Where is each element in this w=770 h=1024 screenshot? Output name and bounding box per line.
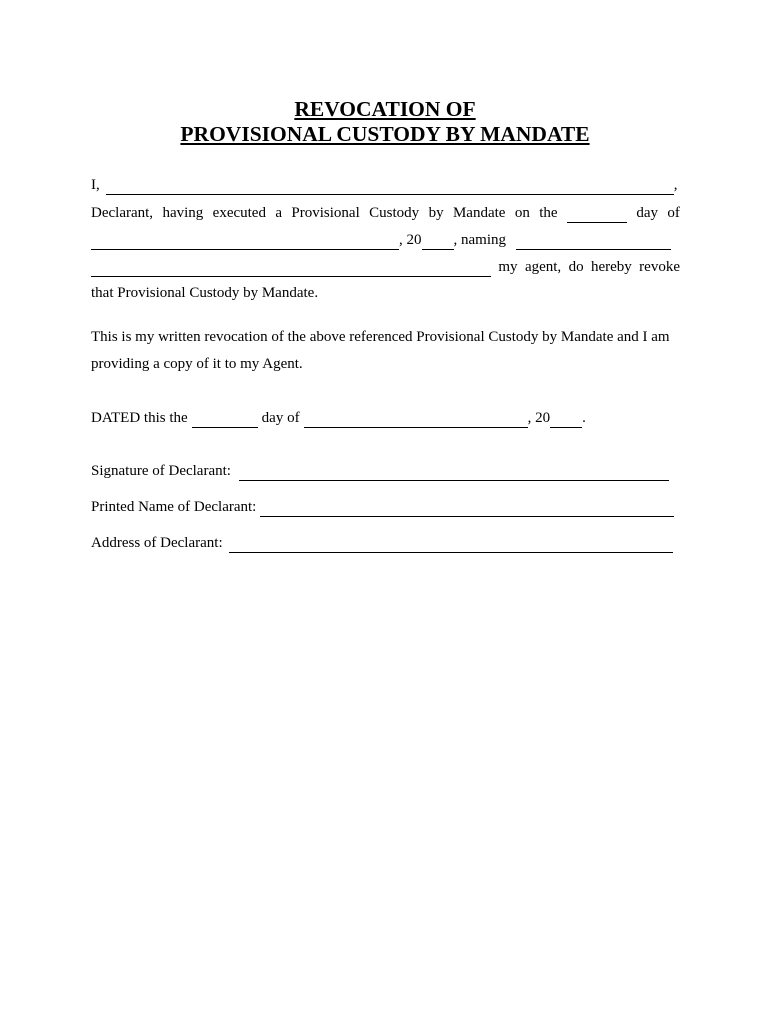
revoke-word: do bbox=[568, 259, 584, 275]
para1-word: by bbox=[428, 205, 444, 221]
dated-day-of-text: day of bbox=[261, 410, 300, 426]
declarant-intro-end-text: , bbox=[673, 177, 678, 193]
execution-line bbox=[91, 203, 680, 223]
declarant-name-line bbox=[91, 175, 680, 195]
document-title-line-1: REVOCATION OF bbox=[294, 97, 476, 121]
revocation-object-line: that Provisional Custody by Mandate. bbox=[91, 285, 319, 301]
written-revocation-text-line-1: This is my written revocation of the above referenced Provisional Custody by Mandate and I am bbox=[91, 329, 670, 345]
dated-year-prefix: , 20 bbox=[527, 410, 551, 426]
declarant-intro-text: I, bbox=[91, 177, 100, 193]
agent-name-blank-1[interactable] bbox=[516, 235, 671, 250]
dated-year-blank[interactable] bbox=[550, 413, 582, 428]
execution-year-blank[interactable] bbox=[422, 235, 454, 250]
dated-month-blank[interactable] bbox=[304, 413, 528, 428]
signature-label: Signature of Declarant: bbox=[91, 463, 231, 479]
revoke-word: hereby bbox=[590, 259, 632, 275]
declarant-name-blank[interactable] bbox=[106, 180, 674, 195]
dated-prefix: DATED this the bbox=[91, 410, 188, 426]
address-blank[interactable] bbox=[229, 538, 673, 553]
execution-date-line bbox=[91, 230, 680, 250]
document-title-line-2: PROVISIONAL CUSTODY BY MANDATE bbox=[180, 122, 590, 146]
printed-name-blank[interactable] bbox=[260, 502, 674, 517]
para1-word: of bbox=[667, 205, 680, 221]
para1-word: executed bbox=[212, 205, 266, 221]
para1-word: Declarant, bbox=[91, 205, 154, 221]
para1-word: day bbox=[636, 205, 658, 221]
para1-word: Custody bbox=[369, 205, 420, 221]
dated-end: . bbox=[582, 410, 586, 426]
para1-word: Mandate bbox=[452, 205, 506, 221]
agent-name-blank-2[interactable] bbox=[91, 262, 491, 277]
execution-year-prefix: , 20 bbox=[399, 232, 422, 248]
execution-day-blank[interactable] bbox=[567, 208, 627, 223]
para1-word: Provisional bbox=[291, 205, 360, 221]
execution-month-blank[interactable] bbox=[91, 235, 399, 250]
address-line bbox=[91, 533, 680, 553]
dated-day-blank[interactable] bbox=[192, 413, 258, 428]
para1-word: a bbox=[275, 205, 283, 221]
revoke-line bbox=[91, 257, 680, 277]
revoke-word: revoke bbox=[639, 259, 680, 275]
revoke-word: agent, bbox=[524, 259, 562, 275]
printed-name-line bbox=[91, 497, 680, 517]
signature-line bbox=[91, 461, 680, 481]
written-revocation-text-line-2: providing a copy of it to my Agent. bbox=[91, 356, 303, 372]
para1-word: on bbox=[514, 205, 530, 221]
revoke-word: my bbox=[498, 259, 518, 275]
address-label: Address of Declarant: bbox=[91, 535, 223, 551]
para1-word: the bbox=[539, 205, 558, 221]
dated-line bbox=[91, 408, 680, 428]
naming-text: , naming bbox=[453, 232, 506, 248]
printed-name-label: Printed Name of Declarant: bbox=[91, 499, 257, 515]
signature-blank[interactable] bbox=[239, 466, 669, 481]
para1-word: having bbox=[162, 205, 204, 221]
